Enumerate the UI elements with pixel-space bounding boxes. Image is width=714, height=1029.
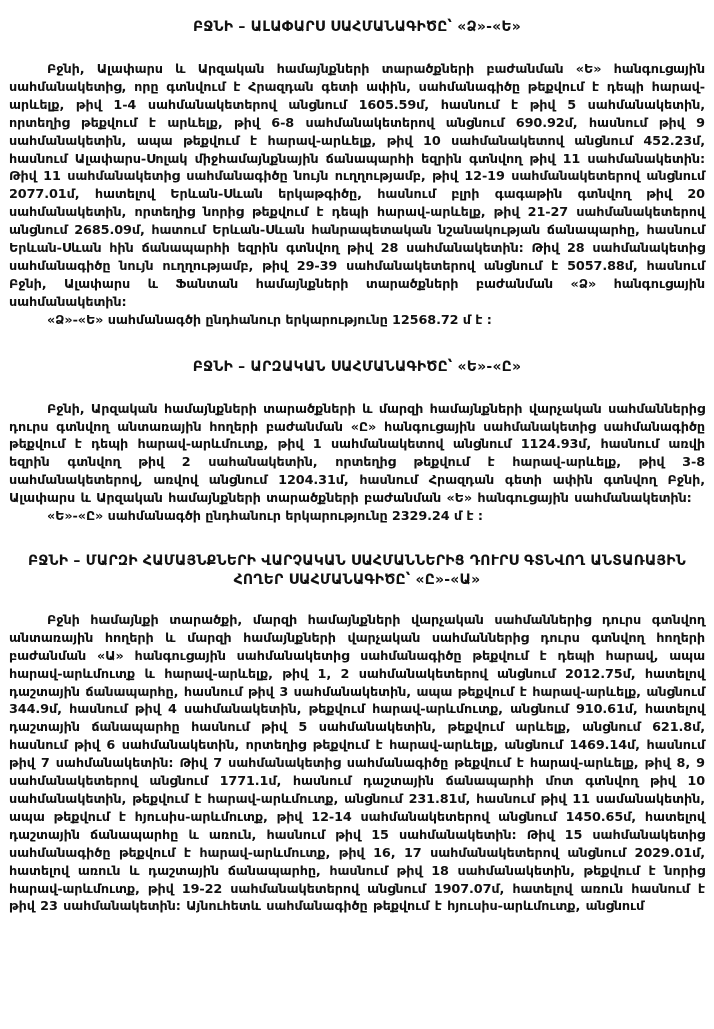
boundary-description-paragraph: Բջնի, Արզական համայնքների տարածքների և մարզի համայնքների վարչական սահմաններից դուրս գտնվող անտառային հողերի բաժանման «Ը» հանգուցային սահմանակետից սահմանագիծը թեքվում է դեպի հարավ-արևմուտք, թիվ 1 սահմանակետով անցնում 1124.93մ, հասնում առվի եզրին գտնվող թիվ 2 սահանակետին, որտեղից թեքվում է հարավ-արևելք, թիվ 3-8 սահմանակետերով, առվով անցնում 1204.31մ, հասնում Հրազդան գետի ափին գտնվող Բջնի, Ալափարս և Արզական համայնքների տարածքների բաժանման «Ե» հանգուցային սահմանակետին: [9,401,705,507]
total-length-line: «Ձ»-«Ե» սահմանագծի ընդհանուր երկարությունը 12568.72 մ է : [47,312,492,328]
section-title-bjni-alapars: ԲՋՆԻ – ԱԼԱՓԱՐՍ ՍԱՀՄԱՆԱԳԻԾԸ՝ «Ձ»-«Ե» [192,19,522,35]
boundary-description-paragraph: Բջնի, Ալափարս և Արզական համայնքների տարածքների բաժանման «Ե» հանգուցային սահմանակետից, որը գտնվում է Հրազդան գետի ափին, սահմանագիծը թեքվում է դեպի հարավ-արևելք, թիվ 1-4 սահմանակետերով անցնում 1605.59մ, հասնում է թիվ 5 սահմանակետին, որտեղից թեքվում է արևելք, թիվ 6-8 սահմանակետերով անցնում 690.92մ, հասնում թիվ 9 սահմանակետին, ապա թեքվում է հարավ-արևելք, թիվ 10 սահմանակետով անցնում 452.23մ, հասնում Ալափարս-Սոլակ միջհամայնքնային ճանապարհի եզրին գտնվող թիվ 11 սահմանակետին: Թիվ 11 սահմանակետից սահմանագիծը նույն ուղղությամբ, թիվ 12-19 սահմանակետերով անցնում 2077.01մ, հատելով Երևան-Սևան երկաթգիծը, հասնում բլրի գագաթին գտնվող թիվ 20 սահմանակետին, որտեղից նորից թեքվում է դեպի հարավ-արևելք, թիվ 21-27 սահմանակետերով անցնում 2685.09մ, հատում Երևան-Սևան հանրապետական նշանակության ճանապարհը, հասնում Երևան-Սևան հին ճանապարհի եզրին գտնվող թիվ 28 սահմանակետին: Թիվ 28 սահմանակետից սահմանագիծը նույն ուղղությամբ, թիվ 29-39 սահմանակետերով անցնում է 5057.88մ, հասնում Բջնի, Ալափարս և Ֆանտան համայնքների տարածքների բաժանման «Ձ» հանգուցային սահմանակետին: [9,62,705,310]
boundary-description-paragraph: Բջնի համայնքի տարածքի, մարզի համայնքների վարչական սահմաններից դուրս գտնվող անտառային հողերի և մարզի համայնքների վարչական սահմաններից դուրս գտնվող հողերի բաժանման «Ա» հանգուցային սահմանակետից սահմանագիծը թեքվում է դեպի հարավ, ապա հարավ-արևմուտք և հարավ-արևելք, թիվ 1, 2 սահմանակետերով անցնում 2012.75մ, հատելով դաշտային ճանապարհը, հասնում թիվ 3 սահմանակետին, ապա թեքվում է հարավ-արևելք, անցնում 344.9մ, հասնում թիվ 4 սահմանակետին, թեքվում հարավ-արևմուտք, անցնում 910.61մ, հատելով դաշտային ճանապարհը հասնում թիվ 5 սահմանակետին, թեքվում արևելք, անցնում 621.8մ, հասնում թիվ 6 սահմանակետին, որտեղից թեքվում է հարավ-արևելք, անցնում 1469.14մ, հասնում թիվ 7 սահմանակետին: Թիվ 7 սահմանակետից սահմանագիծը թեքվում է հարավ-արևելք, թիվ 8, 9 սահմանակետերով անցնում 1771.1մ, հասնում դաշտային ճանապարհի մոտ գտնվող թիվ 10 սահմանակետին, թեքվում է հարավ-արևմուտք, անցնում 231.81մ, հասնում թիվ 11 սամանակետին, ապա թեքվում է հյուսիս-արևմուտք, թիվ 12-14 սահմանակետերով անցնում 1450.65մ, հատելով դաշտային ճանապարհը և առուն, հասնում թիվ 15 սահմանակետին: Թիվ 15 սահմանակետից սահմանագիծը թեքվում է հարավ-արևմուտք, թիվ 16, 17 սահմանակետերով անցնում 2029.01մ, հատելով առուն և դաշտային ճանապարհը, հասնում թիվ 18 սահմանակետին, թեքվում է նորից հարավ-արևմուտք, թիվ 19-22 սահմանակետերով անցնում 1907.07մ, հատելով առուն հասնում է թիվ 23 սահմանակետին: Այնուհետև սահմանագիծը թեքվում է հյուսիս-արևմուտք, անցնում [9,612,705,915]
section-title-bjni-forest-lands: ԲՋՆԻ – ՄԱՐԶԻ ՀԱՄԱՅՆՔՆԵՐԻ ՎԱՐՉԱԿԱՆ ՍԱՀՄԱՆՆԵՐԻՑ ԴՈՒՐՍ ԳՏՆՎՈՂ ԱՆՏԱՌԱՅԻՆ ՀՈՂԵՐ ՍԱՀՄԱՆԱԳԻԾԸ՝ «Ը»-«Ա» [27,552,686,588]
total-length-line: «Ե»-«Ը» սահմանագծի ընդհանուր երկարությունը 2329.24 մ է : [47,509,483,525]
section-title-bjni-arzakan: ԲՋՆԻ – ԱՐԶԱԿԱՆ ՍԱՀՄԱՆԱԳԻԾԸ՝ «Ե»-«Ը» [192,358,522,375]
